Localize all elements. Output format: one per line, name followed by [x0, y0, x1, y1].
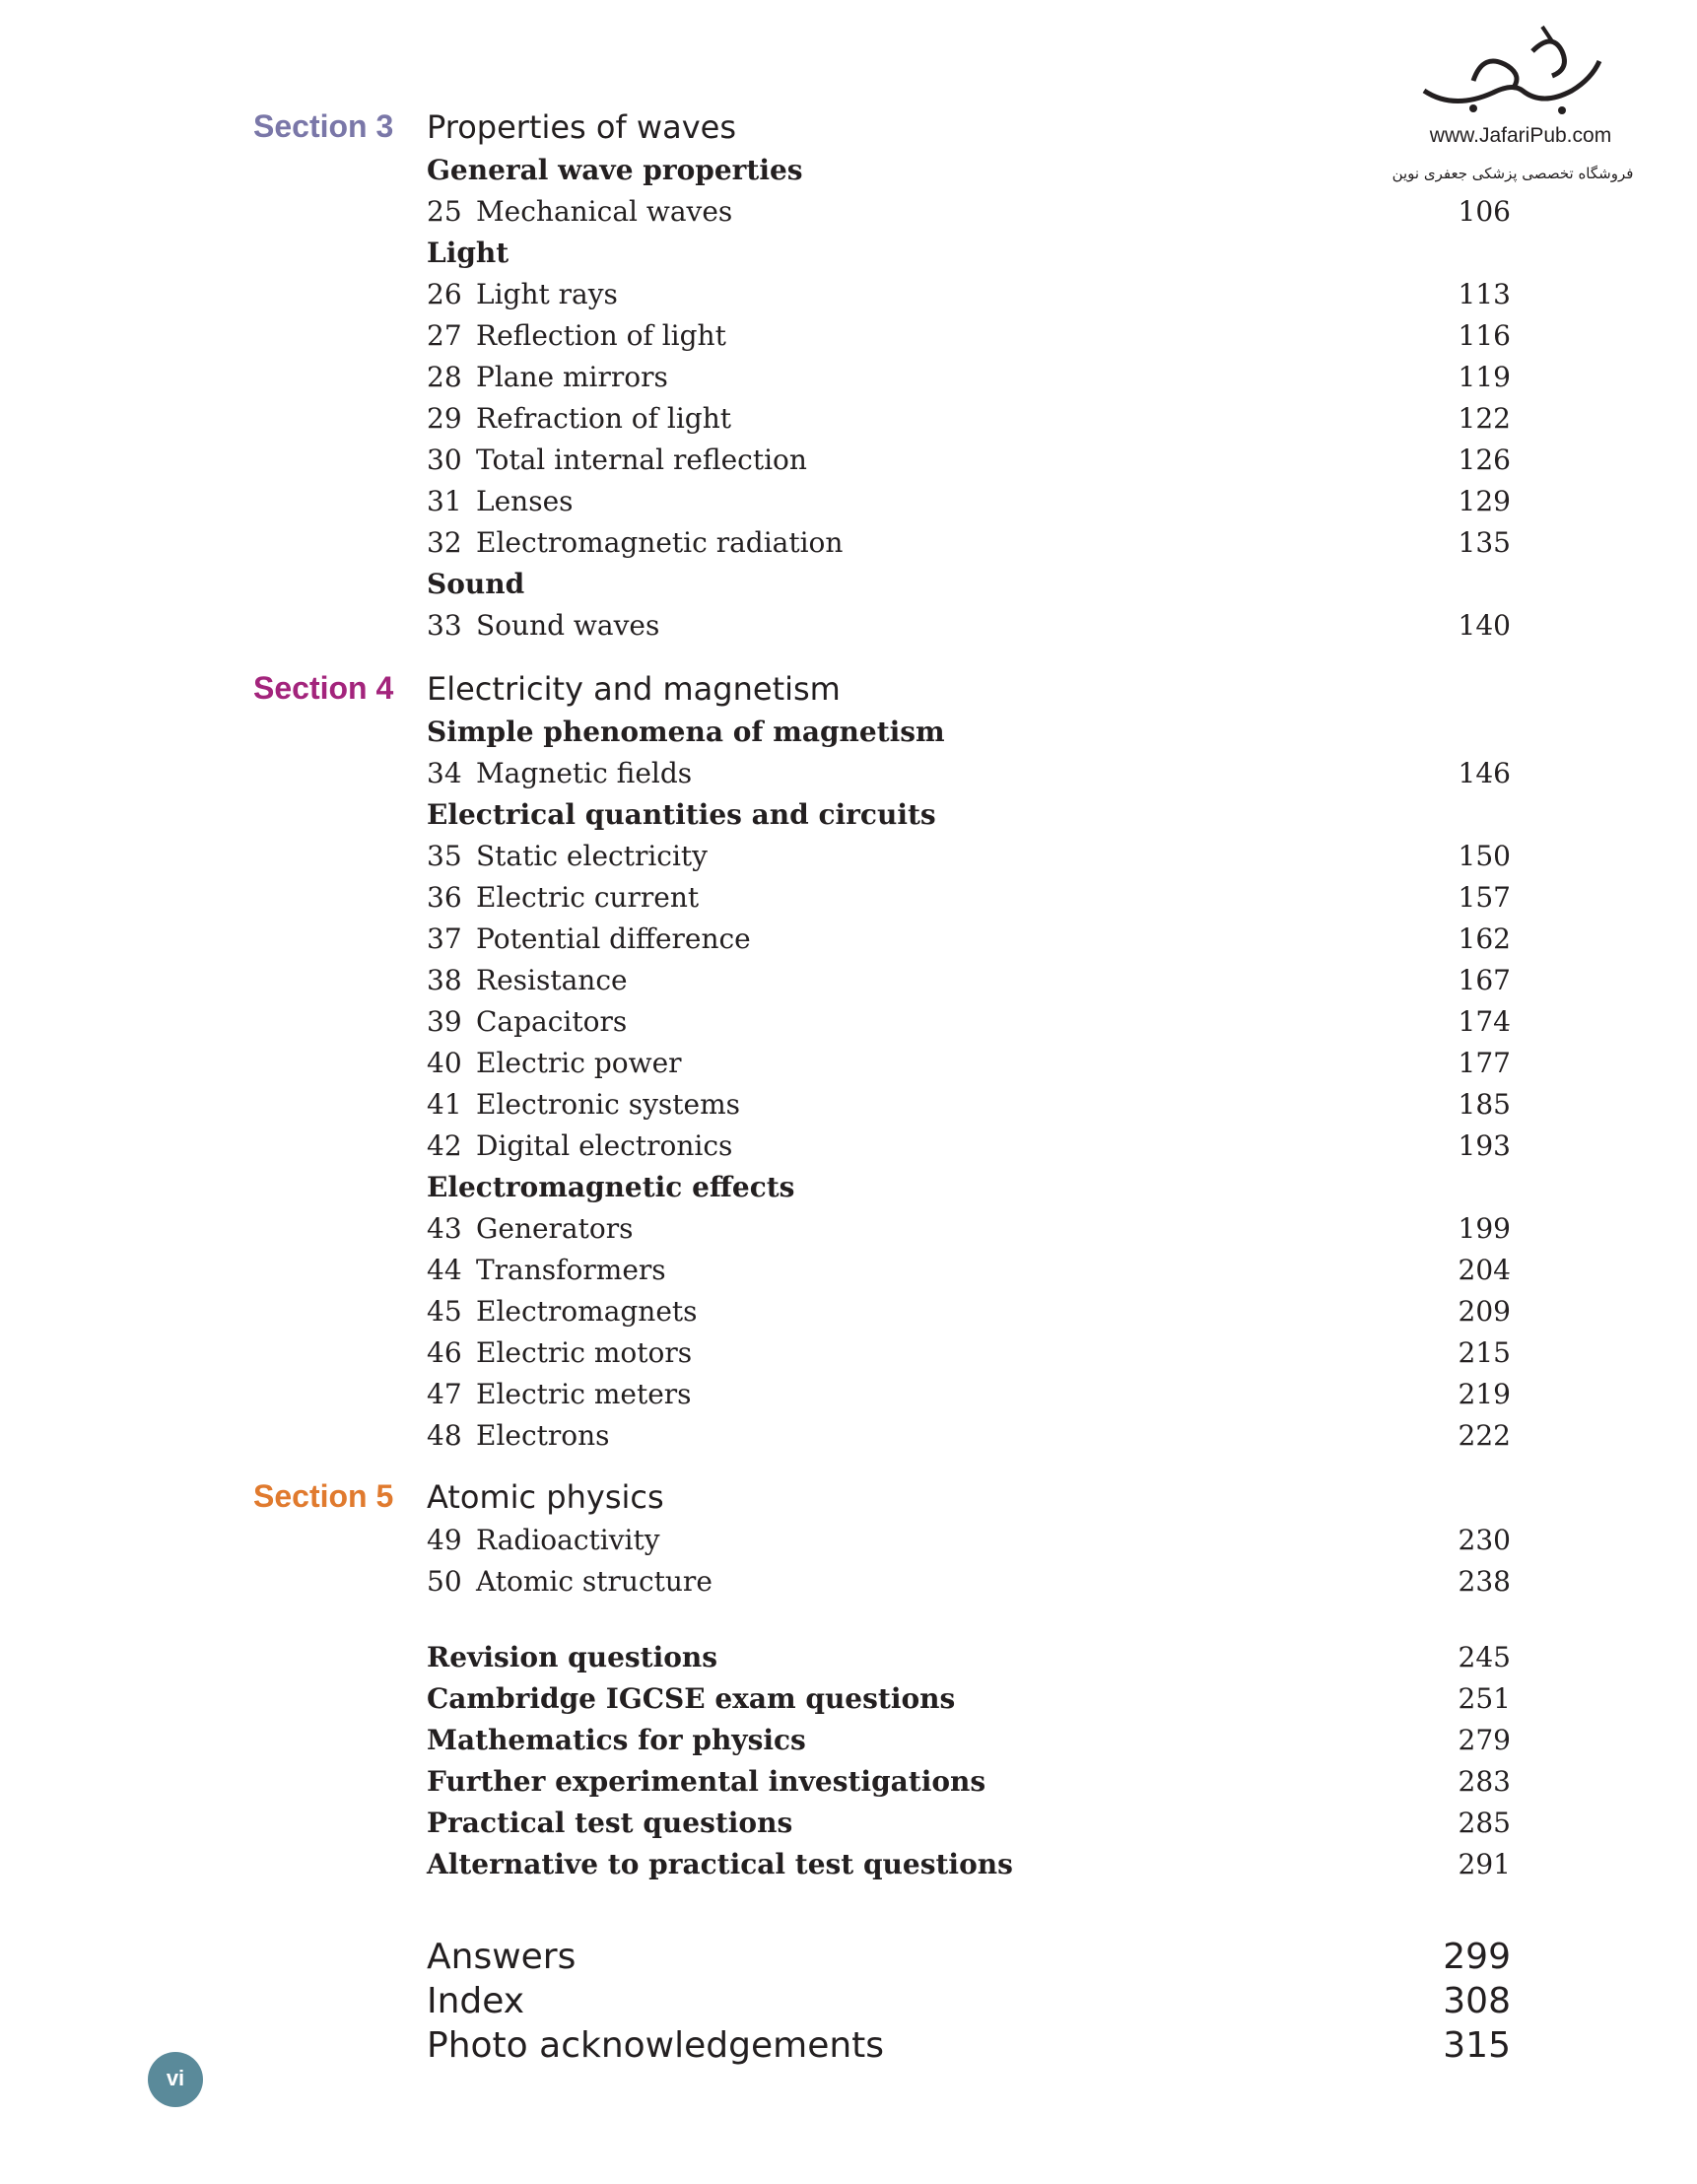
chapter-number: 40	[427, 1047, 462, 1079]
chapter-number: 41	[427, 1088, 462, 1121]
toc-entry	[427, 361, 1511, 402]
chapter-title: Light rays	[476, 278, 618, 310]
chapter-title: Electric current	[476, 881, 700, 914]
toc-entry	[427, 1419, 1511, 1461]
page-number: 122	[1458, 402, 1511, 435]
chapter-title: Radioactivity	[476, 1524, 660, 1556]
page-number: 135	[1458, 526, 1511, 559]
subheading-text: Electromagnetic effects	[427, 1171, 795, 1203]
subheading-text: Sound	[427, 568, 525, 600]
section-label: Section 3	[253, 108, 394, 144]
page-number: 157	[1458, 881, 1511, 914]
toc-entry	[427, 195, 1511, 237]
page-number: 140	[1458, 609, 1511, 642]
chapter-number: 42	[427, 1129, 462, 1162]
backmatter-title: Practical test questions	[427, 1807, 793, 1839]
chapter-number: 43	[427, 1212, 462, 1245]
endmatter-title: Index	[427, 1981, 525, 2021]
page-number: 129	[1458, 485, 1511, 517]
toc-entry	[427, 1047, 1511, 1088]
page-number: 209	[1458, 1295, 1511, 1328]
subheading-text: Electrical quantities and circuits	[427, 798, 936, 831]
chapter-title: Total internal reflection	[476, 444, 807, 476]
backmatter-title: Revision questions	[427, 1641, 718, 1673]
endmatter-entry	[427, 1981, 1511, 2022]
page-number: 126	[1458, 444, 1511, 476]
page-number: 113	[1458, 278, 1511, 310]
page-number: 291	[1458, 1848, 1511, 1880]
chapter-number: 33	[427, 609, 462, 642]
toc-entry	[427, 609, 1511, 650]
chapter-title: Atomic structure	[476, 1565, 713, 1598]
chapter-title: Plane mirrors	[476, 361, 668, 393]
page-number: 162	[1458, 922, 1511, 955]
page-number: 199	[1458, 1212, 1511, 1245]
toc-entry	[427, 402, 1511, 444]
toc-subheading	[427, 568, 1511, 609]
page-number-badge: vi	[148, 2052, 203, 2107]
toc-entry	[427, 1005, 1511, 1047]
toc-entry	[427, 1378, 1511, 1419]
endmatter-title: Photo acknowledgements	[427, 2025, 885, 2066]
section-label: Section 4	[253, 670, 394, 706]
toc-entry	[427, 757, 1511, 798]
subheading-text: General wave properties	[427, 154, 803, 186]
backmatter-title: Mathematics for physics	[427, 1724, 806, 1756]
toc-subheading	[427, 237, 1511, 278]
chapter-number: 45	[427, 1295, 462, 1328]
chapter-title: Mechanical waves	[476, 195, 733, 228]
backmatter-title: Alternative to practical test questions	[427, 1848, 1013, 1880]
chapter-number: 27	[427, 319, 462, 352]
toc-entry	[427, 1254, 1511, 1295]
chapter-title: Capacitors	[476, 1005, 628, 1038]
page-number: 299	[1443, 1937, 1511, 1977]
toc-entry	[427, 964, 1511, 1005]
page-number: 215	[1458, 1336, 1511, 1369]
toc-entry	[427, 1565, 1511, 1606]
page-number: 222	[1458, 1419, 1511, 1452]
calligraphy-logo-icon	[1414, 22, 1611, 120]
chapter-title: Electric power	[476, 1047, 682, 1079]
toc-entry	[427, 1524, 1511, 1565]
chapter-number: 39	[427, 1005, 462, 1038]
chapter-number: 35	[427, 840, 462, 872]
chapter-title: Electromagnetic radiation	[476, 526, 844, 559]
section-label: Section 5	[253, 1478, 394, 1514]
page-number: 308	[1443, 1981, 1511, 2021]
chapter-title: Electronic systems	[476, 1088, 741, 1121]
backmatter-entry	[427, 1765, 1511, 1807]
toc-entry	[427, 1212, 1511, 1254]
chapter-title: Lenses	[476, 485, 574, 517]
backmatter-entry	[427, 1724, 1511, 1765]
chapter-number: 48	[427, 1419, 462, 1452]
chapter-number: 49	[427, 1524, 462, 1556]
chapter-title: Static electricity	[476, 840, 708, 872]
section-title: Electricity and magnetism	[427, 670, 841, 708]
page-number: 106	[1458, 195, 1511, 228]
toc-entry	[427, 1088, 1511, 1129]
toc-subheading	[427, 154, 1511, 195]
chapter-title: Electric meters	[476, 1378, 692, 1410]
chapter-number: 36	[427, 881, 462, 914]
backmatter-entry	[427, 1807, 1511, 1848]
toc-entry	[427, 840, 1511, 881]
endmatter-entry	[427, 1937, 1511, 1978]
chapter-title: Magnetic fields	[476, 757, 693, 789]
page-number: 167	[1458, 964, 1511, 996]
toc-subheading	[427, 798, 1511, 840]
page-number: 238	[1458, 1565, 1511, 1598]
chapter-title: Generators	[476, 1212, 634, 1245]
toc-entry	[427, 278, 1511, 319]
endmatter-title: Answers	[427, 1937, 577, 1977]
chapter-number: 31	[427, 485, 462, 517]
toc-entry	[427, 1295, 1511, 1336]
chapter-number: 28	[427, 361, 462, 393]
backmatter-title: Further experimental investigations	[427, 1765, 986, 1798]
chapter-number: 26	[427, 278, 462, 310]
chapter-number: 38	[427, 964, 462, 996]
toc-entry	[427, 922, 1511, 964]
chapter-number: 30	[427, 444, 462, 476]
toc-entry	[427, 1129, 1511, 1171]
chapter-title: Electrons	[476, 1419, 610, 1452]
chapter-title: Transformers	[476, 1254, 666, 1286]
page-number: 116	[1458, 319, 1511, 352]
page-number: 150	[1458, 840, 1511, 872]
section-title: Properties of waves	[427, 108, 736, 146]
chapter-number: 46	[427, 1336, 462, 1369]
chapter-title: Digital electronics	[476, 1129, 733, 1162]
section-title: Atomic physics	[427, 1478, 664, 1516]
page-number: 283	[1458, 1765, 1511, 1798]
chapter-title: Reflection of light	[476, 319, 726, 352]
page-number: 204	[1458, 1254, 1511, 1286]
toc-entry	[427, 526, 1511, 568]
subheading-text: Light	[427, 237, 509, 269]
chapter-number: 47	[427, 1378, 462, 1410]
toc-subheading	[427, 1171, 1511, 1212]
page-number: 119	[1458, 361, 1511, 393]
toc-entry	[427, 881, 1511, 922]
page-number: 315	[1443, 2025, 1511, 2066]
chapter-number: 50	[427, 1565, 462, 1598]
toc-entry	[427, 1336, 1511, 1378]
backmatter-title: Cambridge IGCSE exam questions	[427, 1682, 956, 1715]
page-number: 251	[1458, 1682, 1511, 1715]
toc-entry	[427, 444, 1511, 485]
chapter-number: 29	[427, 402, 462, 435]
chapter-title: Potential difference	[476, 922, 751, 955]
backmatter-entry	[427, 1641, 1511, 1682]
chapter-number: 37	[427, 922, 462, 955]
page-number: 193	[1458, 1129, 1511, 1162]
page-number: 146	[1458, 757, 1511, 789]
chapter-title: Refraction of light	[476, 402, 732, 435]
page-number: 230	[1458, 1524, 1511, 1556]
chapter-number: 25	[427, 195, 462, 228]
toc-entry	[427, 485, 1511, 526]
page-number: 185	[1458, 1088, 1511, 1121]
chapter-number: 34	[427, 757, 462, 789]
page-number: 285	[1458, 1807, 1511, 1839]
toc-subheading	[427, 716, 1511, 757]
chapter-title: Sound waves	[476, 609, 660, 642]
logo-tagline: فروشگاه تخصصی پزشکی جعفری نوین	[1392, 165, 1634, 182]
page-number: 177	[1458, 1047, 1511, 1079]
page-number: 279	[1458, 1724, 1511, 1756]
page-number: 219	[1458, 1378, 1511, 1410]
subheading-text: Simple phenomena of magnetism	[427, 716, 945, 748]
chapter-title: Electromagnets	[476, 1295, 698, 1328]
logo-url: www.JafariPub.com	[1429, 124, 1612, 147]
chapter-number: 32	[427, 526, 462, 559]
chapter-title: Electric motors	[476, 1336, 693, 1369]
chapter-title: Resistance	[476, 964, 628, 996]
chapter-number: 44	[427, 1254, 462, 1286]
backmatter-entry	[427, 1848, 1511, 1889]
backmatter-entry	[427, 1682, 1511, 1724]
endmatter-entry	[427, 2025, 1511, 2067]
page-number: 174	[1458, 1005, 1511, 1038]
toc-entry	[427, 319, 1511, 361]
page-number: 245	[1458, 1641, 1511, 1673]
